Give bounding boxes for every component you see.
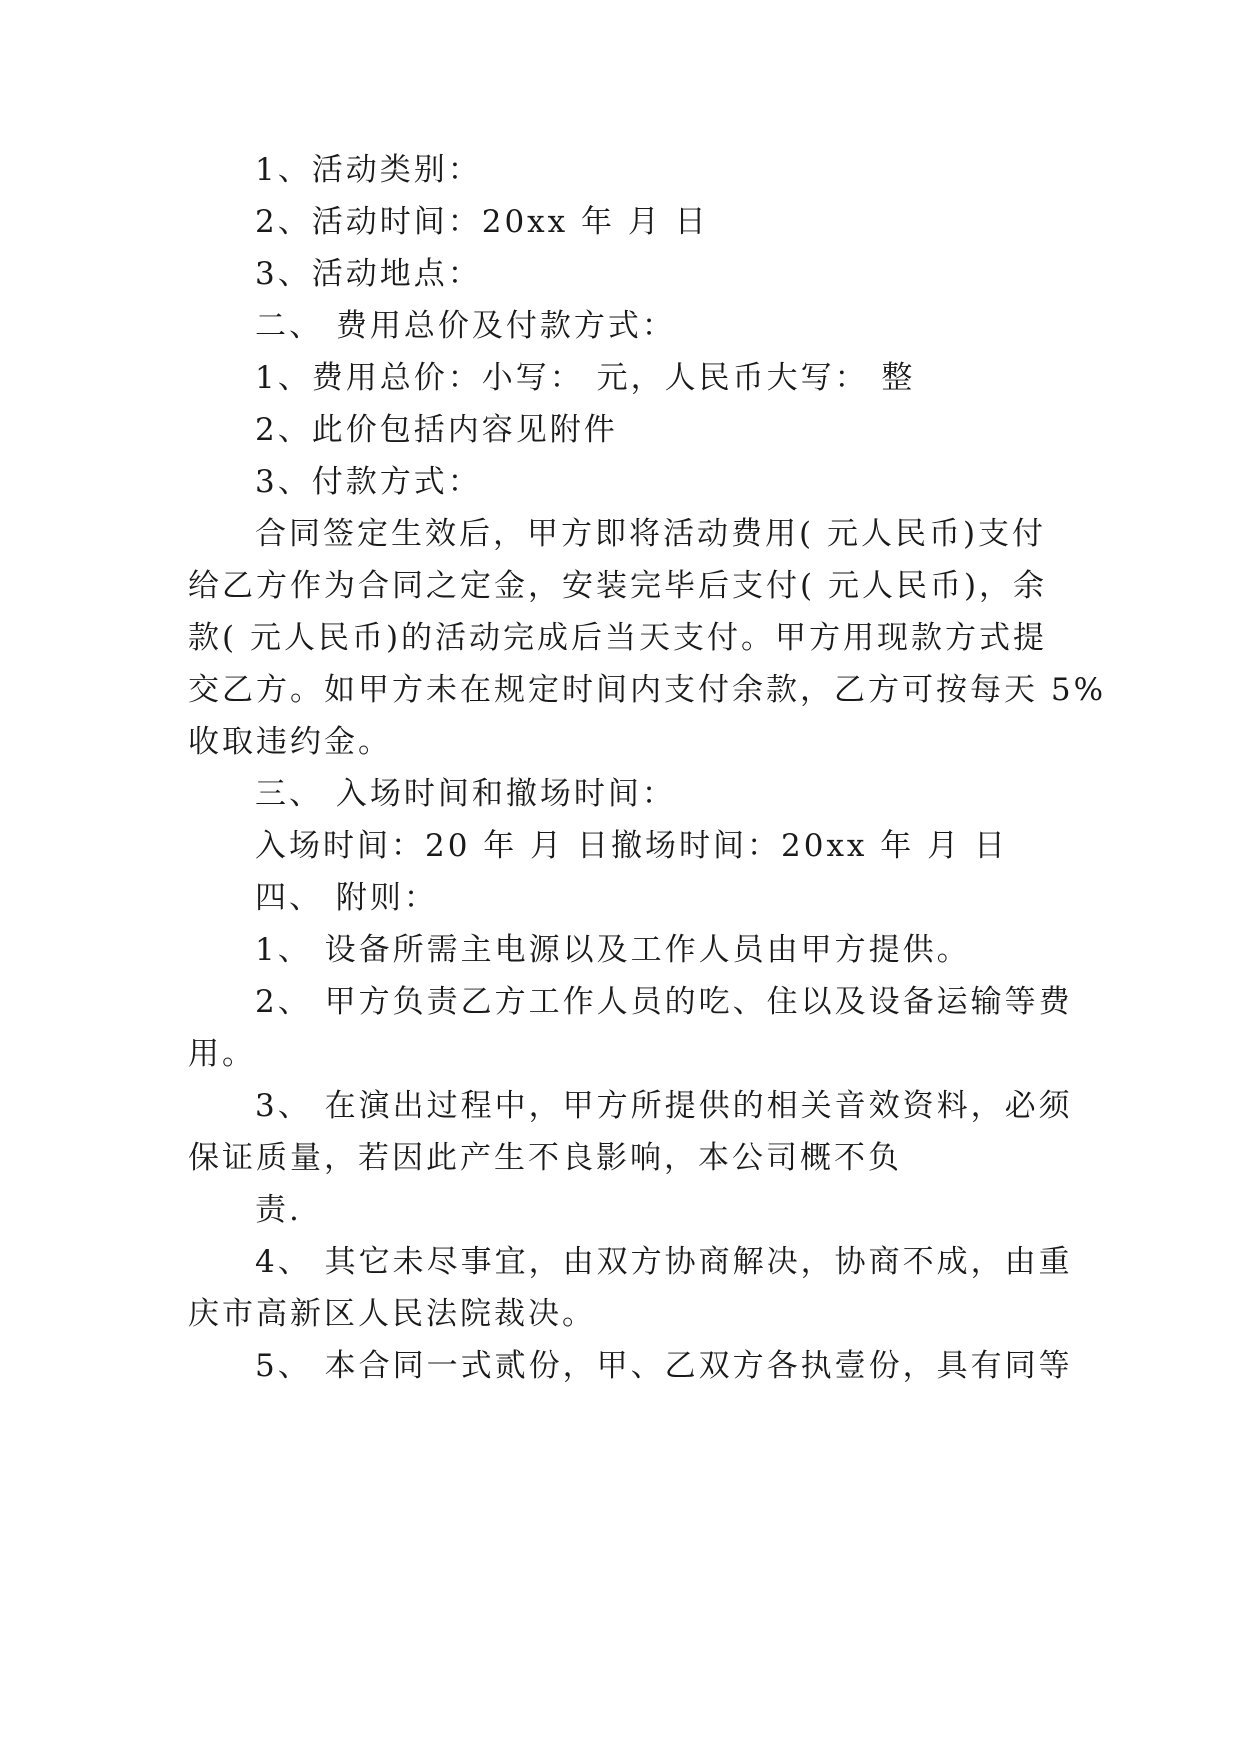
text-line: 2、此价包括内容见附件 bbox=[255, 412, 618, 448]
paragraph-line: 保证质量，若因此产生不良影响，本公司概不负 bbox=[188, 1140, 902, 1176]
section-heading: 三、 入场时间和撤场时间： bbox=[255, 776, 676, 812]
text-line: 1、费用总价：小写： 元，人民币大写： 整 bbox=[255, 360, 916, 396]
text-line: 入场时间：20 年 月 日撤场时间：20xx 年 月 日 bbox=[255, 828, 1008, 864]
paragraph-line: 交乙方。如甲方未在规定时间内支付余款，乙方可按每天 5% bbox=[188, 672, 1107, 708]
paragraph-line: 3、 在演出过程中，甲方所提供的相关音效资料，必须 bbox=[255, 1088, 1073, 1124]
paragraph-line: 5、 本合同一式贰份，甲、乙双方各执壹份，具有同等 bbox=[255, 1348, 1073, 1384]
paragraph-line: 4、 其它未尽事宜，由双方协商解决，协商不成，由重 bbox=[255, 1244, 1073, 1280]
text-line: 2、活动时间：20xx 年 月 日 bbox=[255, 204, 709, 240]
paragraph-line: 责. bbox=[255, 1192, 302, 1228]
section-heading: 四、 附则： bbox=[255, 880, 438, 916]
paragraph-line: 用。 bbox=[188, 1036, 256, 1072]
text-line: 3、活动地点： bbox=[255, 256, 482, 292]
text-line: 1、活动类别： bbox=[255, 152, 482, 188]
paragraph-line: 收取违约金。 bbox=[188, 724, 392, 760]
paragraph-line: 2、 甲方负责乙方工作人员的吃、住以及设备运输等费 bbox=[255, 984, 1073, 1020]
paragraph-line: 庆市高新区人民法院裁决。 bbox=[188, 1296, 596, 1332]
section-heading: 二、 费用总价及付款方式： bbox=[255, 308, 676, 344]
paragraph-line: 合同签定生效后，甲方即将活动费用( 元人民币)支付 bbox=[255, 516, 1047, 552]
text-line: 3、付款方式： bbox=[255, 464, 482, 500]
text-line: 1、 设备所需主电源以及工作人员由甲方提供。 bbox=[255, 932, 971, 968]
paragraph-line: 给乙方作为合同之定金，安装完毕后支付( 元人民币)，余 bbox=[188, 568, 1048, 604]
paragraph-line: 款( 元人民币)的活动完成后当天支付。甲方用现款方式提 bbox=[188, 620, 1048, 656]
